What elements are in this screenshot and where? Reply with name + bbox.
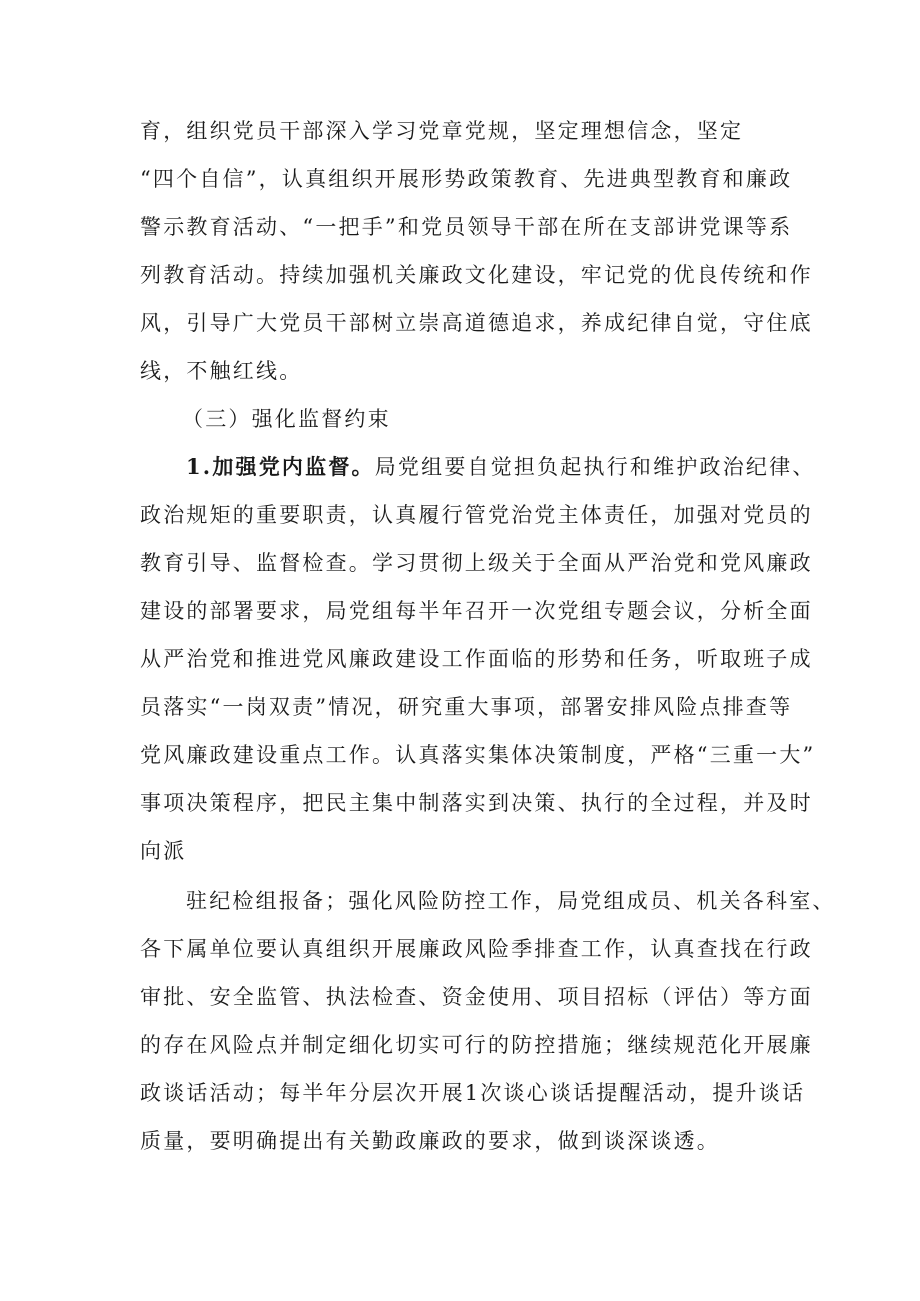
text-line: 质量，要明确提出有关勤政廉政的要求，做到谈深谈透。 <box>140 1129 720 1153</box>
item-first-line <box>186 452 816 482</box>
item-title: 加强党内监督。 <box>212 454 375 479</box>
text-line: 警示教育活动、“一把手”和党员领导干部在所在支部讲党课等系 <box>140 215 793 239</box>
text-line: “四个自信”，认真组织开展形势政策教育、先进典型教育和廉政 <box>140 167 793 191</box>
text-line: 建设的部署要求，局党组每半年召开一次党组专题会议，分析全面 <box>140 599 813 623</box>
text-line: 的存在风险点并制定细化切实可行的防控措施；继续规范化开展廉 <box>140 1033 813 1057</box>
text-line: 教育引导、监督检查。学习贯彻上级关于全面从严治党和党风廉政 <box>140 551 813 575</box>
text-line: 育，组织党员干部深入学习党章党规，坚定理想信念，坚定 <box>140 119 744 143</box>
text-line: 政谈话活动；每半年分层次开展1次谈心谈话提醒活动，提升谈话 <box>140 1081 806 1105</box>
text-line: 从严治党和推进党风廉政建设工作面临的形势和任务，听取班子成 <box>140 647 813 671</box>
text-line: 审批、安全监管、执法检查、资金使用、项目招标（评估）等方面 <box>140 985 813 1009</box>
text-line: 风，引导广大党员干部树立崇高道德追求，养成纪律自觉，守住底 <box>140 311 813 335</box>
text-line: 各下属单位要认真组织开展廉政风险季排查工作，认真查找在行政 <box>140 937 813 961</box>
text-line: 事项决策程序，把民主集中制落实到决策、执行的全过程，并及时 <box>140 791 813 815</box>
item-first-line-text: 局党组要自觉担负起执行和维护政治纪律、 <box>374 455 816 479</box>
text-line: 驻纪检组报备；强化风险防控工作，局党组成员、机关各科室、 <box>186 889 836 913</box>
item-number: 1. <box>186 454 213 479</box>
text-line: 向派 <box>140 839 187 863</box>
text-line: 政治规矩的重要职责，认真履行管党治党主体责任，加强对党员的 <box>140 503 813 527</box>
text-line: 党风廉政建设重点工作。认真落实集体决策制度，严格“三重一大” <box>140 743 816 767</box>
text-line: 员落实“一岗双责”情况，研究重大事项，部署安排风险点排查等 <box>140 695 793 719</box>
text-line: 线，不触红线。 <box>140 359 303 383</box>
text-line: 列教育活动。持续加强机关廉政文化建设，牢记党的优良传统和作 <box>140 263 813 287</box>
section-heading: （三）强化监督约束 <box>182 407 391 431</box>
